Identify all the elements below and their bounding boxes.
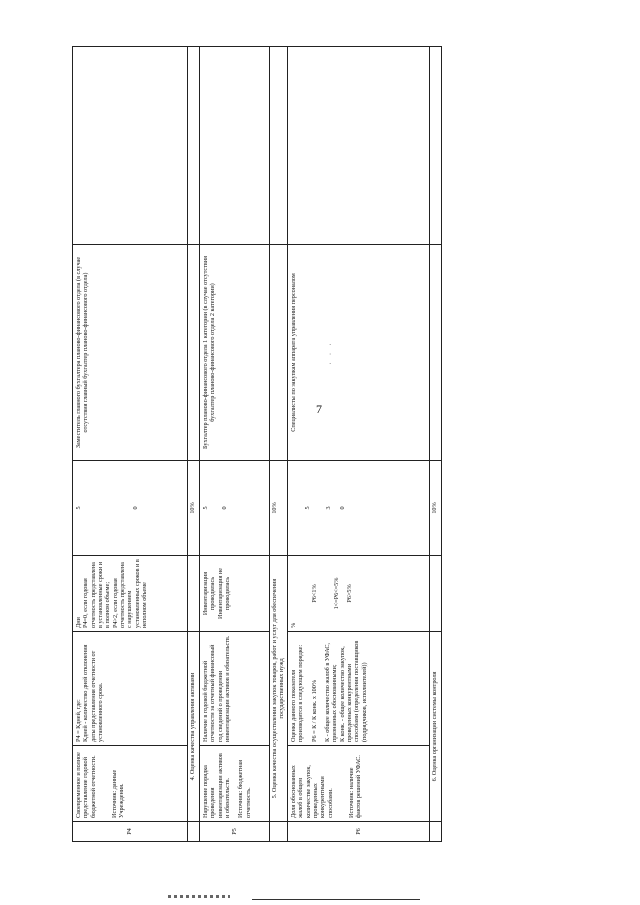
empty-cell [270, 245, 288, 461]
formula-cell: Наличие в годовой бюджетной отчетности за отчетный финансовый год сведений о проведении инвентаризации активов и обязательств. [200, 632, 270, 746]
empty-cell [188, 245, 200, 461]
condition-cell [200, 556, 270, 632]
section-row [188, 47, 200, 842]
empty-cell [200, 47, 270, 245]
empty-cell [188, 822, 200, 842]
section-number: 5. [271, 793, 278, 799]
formula-cell [288, 632, 430, 746]
section-title-cell [430, 632, 442, 822]
formula-line: Кдней - количество дней отклонения даты представления отчетности от установленного срока. [82, 644, 104, 742]
indicator-source: Источник: наличие фактов решений УФАС. [347, 755, 363, 818]
score-cell [288, 461, 430, 556]
formula-line: Р4 = Кдней, где: [75, 699, 82, 742]
condition-cell [73, 556, 188, 632]
indicators-table [72, 46, 442, 842]
section-weight: 10% [270, 461, 288, 556]
page-number: 7 [316, 402, 322, 416]
condition: Р4>2, если годовая отчетность представлена с нарушением установленных сроков и в неполном объеме [111, 559, 148, 628]
empty-cell [430, 47, 442, 245]
indicator-name: Своевременное и полное представление годовой бюджетной отчетности. [75, 752, 97, 818]
row-code: Р4 [73, 822, 188, 842]
section-weight: 10% [430, 461, 442, 556]
empty-cell [73, 47, 188, 245]
condition: Инвентаризация не проводилась [216, 568, 231, 619]
empty-cell [188, 47, 200, 245]
section-row [430, 47, 442, 842]
indicator-name: Нарушение порядка проведения инвентаризации активов и обязательств. [202, 753, 231, 818]
empty-cell [430, 245, 442, 461]
responsible-cell [288, 245, 430, 461]
indicator-name-cell [288, 746, 430, 822]
condition: Р6>5% [345, 584, 353, 603]
section-number: 4. [189, 775, 196, 781]
empty-cell [270, 47, 288, 245]
rotated-table-container [72, 47, 442, 842]
indicator-name: Доля обоснованных жалоб в общем количестве закупок, проведенных конкурентными способами. [290, 765, 334, 818]
indicator-source: Источник: бюджетная отчетность. [237, 760, 252, 818]
table-row [288, 47, 430, 842]
formula-def: К - общее количество жалоб в УФАС, признанных обоснованными; [323, 642, 339, 742]
unit: % [290, 622, 297, 628]
empty-cell [188, 556, 200, 632]
scan-artifact-dots [168, 895, 230, 898]
empty-cell [430, 822, 442, 842]
section-title: Оценка организации системы контроля [431, 671, 438, 776]
formula-cell [73, 632, 188, 746]
section-title: Оценка качества осуществления закупок товаров, работ и услуг для обеспечения государственных нужд [271, 578, 286, 793]
score: 0 [338, 506, 346, 510]
responsible: Специалисты по закупкам аппарата управления персоналом [290, 273, 297, 432]
section-title-cell [188, 632, 200, 822]
score-cell [73, 461, 188, 556]
responsible-cell: Заместитель главного бухгалтера планово-финансового отдела (в случае отсутствия главный бухгалтер планово-финансового отдела) [73, 245, 188, 461]
table-row [200, 47, 270, 842]
responsible-cell: Бухгалтер планово-финансового отдела 1 категории (в случае отсутствия бухгалтер планово-финансового отдела 2 категории) [200, 245, 270, 461]
score: 5 [202, 506, 209, 510]
section-title: Оценка качества управления активами [189, 672, 196, 775]
score: 5 [304, 506, 311, 510]
footer-divider [252, 899, 420, 900]
condition: Р6<1% [311, 584, 319, 603]
formula-def: К конк. - общее количество закупок, проведенных конкурентными способами (определения поставщиков (подрядчиков, исполнителей)) [338, 640, 368, 742]
unit: Дни [75, 617, 82, 628]
empty-cell [288, 47, 430, 245]
table-row [73, 47, 188, 842]
section-weight: 10% [188, 461, 200, 556]
score: 0 [221, 506, 229, 510]
row-code: Р6 [288, 822, 430, 842]
indicator-source: Источник: данные Учреждения. [110, 769, 126, 818]
section-row [270, 47, 288, 842]
empty-cell [430, 556, 442, 632]
formula: Р6 = К / К конк. х 100% [310, 679, 318, 742]
score: 5 [75, 506, 82, 510]
condition: Р4=0, если годовая отчетность представлена в установленные сроки и в полном объеме; [82, 561, 112, 628]
scan-artifact-dots: · · · [327, 340, 335, 365]
score: 0 [132, 506, 140, 510]
indicator-name-cell [200, 746, 270, 822]
formula-intro: Оценка данного показателя производится в следующем порядке: [290, 644, 305, 742]
score: 3 [325, 506, 333, 510]
score-cell [200, 461, 270, 556]
condition: 1<=Р6<=5% [332, 577, 340, 610]
empty-cell [270, 822, 288, 842]
section-number: 6. [431, 776, 438, 782]
indicator-name-cell [73, 746, 188, 822]
condition: Инвентаризация проводилась [202, 571, 217, 616]
row-code: Р5 [200, 822, 270, 842]
condition-cell [288, 556, 430, 632]
section-title-cell [270, 556, 288, 822]
